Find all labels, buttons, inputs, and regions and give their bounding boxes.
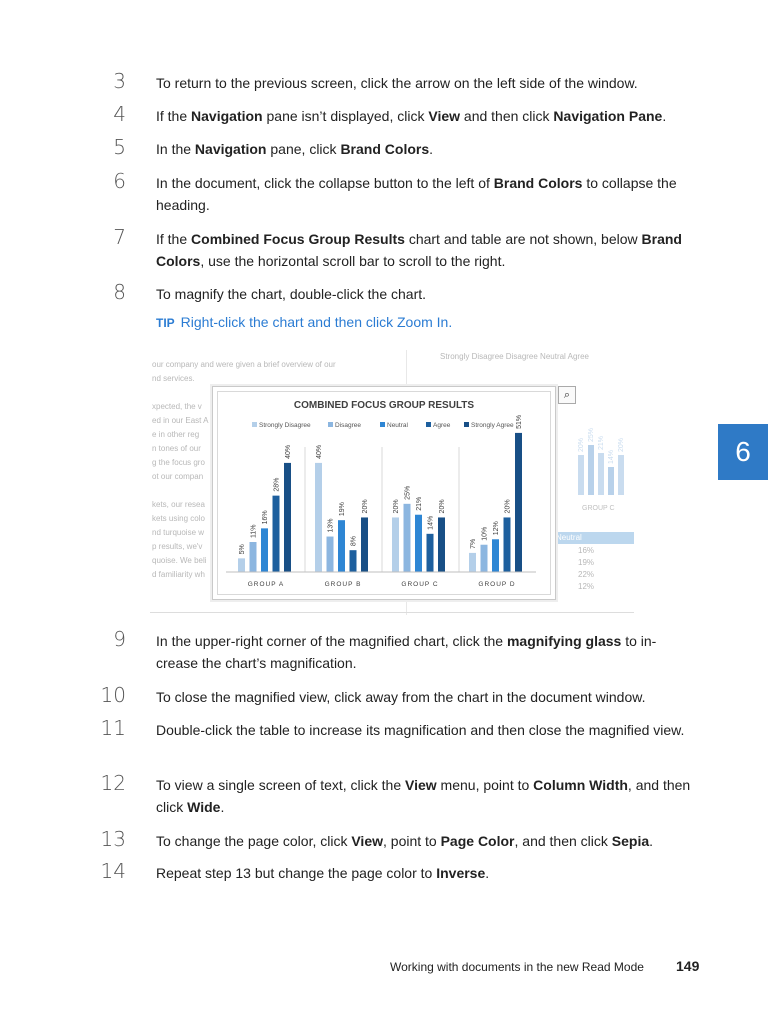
legend-swatch: [464, 422, 469, 427]
divider: [150, 612, 634, 613]
data-label: 21%: [416, 496, 423, 511]
step-number: 14: [100, 859, 126, 883]
step-number: 4: [113, 102, 126, 126]
background-text-line: nd services.: [152, 374, 195, 383]
background-bar: [588, 445, 594, 495]
step-text: If the Navigation pane isn’t displayed, click View and then click Navigation Pane.: [156, 108, 667, 124]
legend-label: Strongly Agree: [471, 422, 514, 429]
document-screenshot: [150, 350, 634, 615]
bar: [404, 504, 411, 572]
legend-swatch: [252, 422, 257, 427]
data-label: 51%: [516, 414, 523, 429]
background-text-line: e in other reg: [152, 430, 200, 439]
background-bar: [618, 455, 624, 495]
data-label: 40%: [316, 444, 323, 459]
step-text: To magnify the chart, double-click the chart.: [156, 286, 427, 302]
bar: [350, 550, 357, 572]
data-label: 16%: [262, 510, 269, 525]
step-number: 5: [113, 135, 126, 159]
background-bar-label: 20%: [618, 437, 625, 452]
step-text: In the Navigation pane, click Brand Colors.: [156, 141, 434, 157]
step-text: To view a single screen of text, click the View menu, point to Column Width, and then click Wide.: [156, 777, 691, 815]
tip-text: Right-click the chart and then click Zoom In.: [180, 314, 453, 330]
data-label: 5%: [239, 544, 246, 555]
data-label: 19%: [339, 502, 346, 517]
bar: [427, 534, 434, 572]
background-text-line: kets using colo: [152, 514, 205, 523]
bar: [238, 558, 245, 572]
background-group-label: GROUP C: [582, 505, 615, 512]
background-table-cell: 19%: [578, 558, 595, 567]
chart-title: COMBINED FOCUS GROUP RESULTS: [293, 400, 475, 411]
bar: [438, 517, 445, 572]
magnified-chart-frame: [217, 391, 551, 595]
legend-swatch: [380, 422, 385, 427]
background-bar-label: 20%: [578, 437, 585, 452]
background-bar: [608, 467, 614, 495]
step-number: 12: [100, 771, 126, 795]
step-text: To change the page color, click View, point to Page Color, and then click Sepia.: [156, 833, 654, 849]
category-label: GROUP C: [401, 581, 439, 588]
data-label: 20%: [393, 499, 400, 514]
bar: [273, 496, 280, 572]
legend-label: Neutral: [387, 422, 408, 429]
data-label: 13%: [327, 518, 335, 533]
step-text: In the document, click the collapse button to the left of Brand Colors to collapse the heading.: [156, 175, 677, 213]
bar: [415, 515, 422, 572]
bar: [250, 542, 257, 572]
background-text-line: n tones of our: [152, 444, 201, 453]
category-label: GROUP A: [247, 581, 285, 588]
magnifier-icon[interactable]: ⌕: [558, 386, 576, 404]
background-text-line: ot our compan: [152, 472, 204, 481]
data-label: 28%: [273, 477, 281, 492]
background-text-line: d familiarity wh: [152, 570, 205, 579]
data-label: 7%: [470, 538, 477, 549]
background-text-line: nd turquoise w: [152, 528, 205, 537]
background-table-header: [550, 532, 634, 544]
magnified-chart-popup[interactable]: [212, 386, 556, 600]
step-text: Double-click the table to increase its magnification and then close the magnified view.: [156, 722, 685, 738]
combined-focus-group-chart[interactable]: [218, 392, 550, 594]
background-bar-label: 25%: [588, 427, 595, 442]
step-number: 10: [100, 683, 126, 707]
background-bar: [598, 453, 604, 495]
tip: [156, 314, 452, 330]
step-text: In the upper-right corner of the magnified chart, click the magnifying glass to in-crease the chart’s magnification.: [156, 633, 657, 671]
legend-label: Agree: [433, 422, 451, 429]
bar: [515, 433, 522, 572]
bar: [504, 517, 511, 572]
legend-swatch: [426, 422, 431, 427]
step-text: To close the magnified view, click away from the chart in the document window.: [156, 689, 646, 705]
data-label: 8%: [350, 536, 358, 547]
step-text: To return to the previous screen, click the arrow on the left side of the window.: [156, 75, 638, 91]
legend-label: Disagree: [335, 422, 362, 429]
background-bar: [578, 455, 584, 495]
footer-title: Working with documents in the new Read Mode: [390, 960, 644, 974]
step-number: 8: [113, 280, 126, 304]
background-table-cell: 12%: [578, 582, 595, 591]
bar: [469, 553, 476, 572]
data-label: 14%: [427, 515, 435, 530]
step-text: Repeat step 13 but change the page color to Inverse.: [156, 865, 490, 881]
legend-swatch: [328, 422, 333, 427]
data-label: 40%: [285, 444, 292, 459]
background-table-header-text: Neutral: [556, 533, 582, 542]
background-table-cell: 22%: [578, 570, 595, 579]
background-text-line: quoise. We beli: [152, 556, 207, 565]
data-label: 10%: [481, 526, 489, 541]
page-number: 149: [676, 958, 700, 974]
background-text-line: xpected, the v: [152, 402, 202, 411]
background-bar-label: 21%: [598, 435, 605, 450]
bar: [492, 539, 499, 572]
step-number: 7: [113, 225, 126, 249]
bar: [338, 520, 345, 572]
background-text-line: g the focus gro: [152, 458, 205, 467]
step-number: 9: [113, 627, 126, 651]
data-label: 20%: [439, 499, 446, 514]
data-label: 25%: [404, 485, 412, 500]
step-number: 6: [113, 169, 126, 193]
background-bar-label: 14%: [608, 449, 615, 464]
step-number: 3: [113, 69, 126, 93]
category-label: GROUP D: [478, 581, 516, 588]
legend-label: Strongly Disagree: [259, 422, 311, 429]
background-legend: Strongly Disagree Disagree Neutral Agree: [440, 352, 589, 361]
step-number: 11: [100, 716, 126, 740]
bar: [315, 463, 322, 572]
tip-label: TIP: [156, 316, 175, 330]
background-text-line: ed in our East A: [152, 416, 209, 425]
category-label: GROUP B: [324, 581, 362, 588]
bar: [361, 517, 368, 572]
chapter-tab: 6: [718, 424, 768, 480]
data-label: 20%: [362, 499, 369, 514]
background-text-line: p results, we'v: [152, 542, 203, 551]
data-label: 12%: [493, 521, 500, 536]
background-text-line: our company and were given a brief overview of our: [152, 360, 336, 369]
bar: [481, 545, 488, 572]
step-text: If the Combined Focus Group Results chart and table are not shown, below Brand Colors, use the horizontal scroll bar to scroll to the right.: [156, 231, 682, 269]
bar: [392, 517, 399, 572]
step-number: 13: [100, 827, 126, 851]
data-label: 11%: [250, 524, 258, 538]
bar: [327, 537, 334, 572]
data-label: 20%: [504, 499, 512, 514]
bar: [261, 528, 268, 572]
background-table-cell: 16%: [578, 546, 595, 555]
background-text-line: kets, our resea: [152, 500, 205, 509]
bar: [284, 463, 291, 572]
